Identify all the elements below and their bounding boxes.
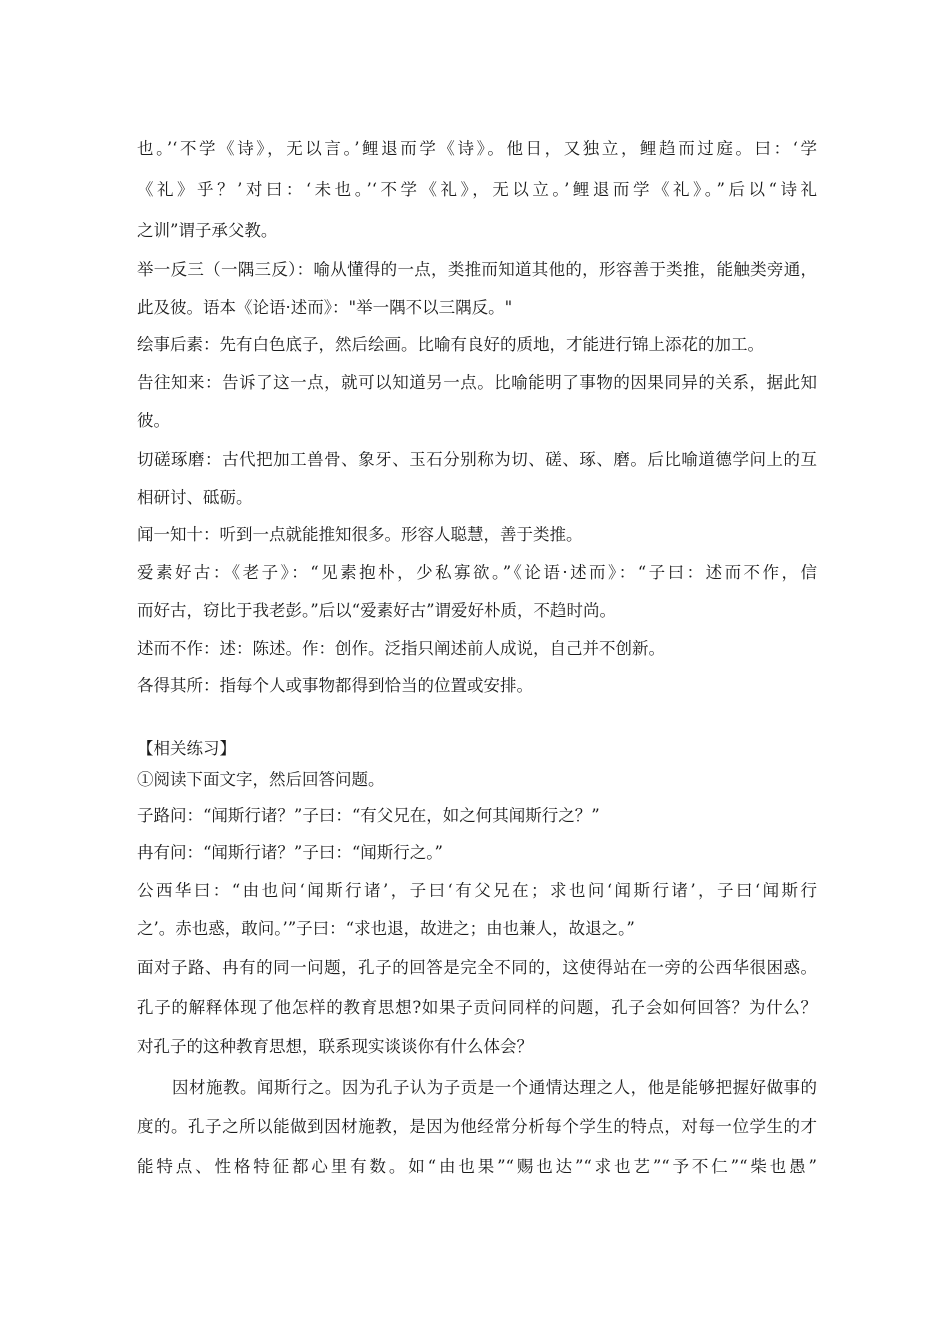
text-line: 也。’‘不学《诗》，无以言。’鲤退而学《诗》。他日，又独立，鲤趋而过庭。曰：‘学 <box>137 139 817 158</box>
answer-line: 能特点、性格特征都心里有数。如“由也果”“赐也达”“求也艺”“予不仁”“柴也愚” <box>137 1157 817 1176</box>
text-line: 而好古，窃比于我老彭。”后以“爱素好古”谓爱好朴质，不趋时尚。 <box>137 601 617 620</box>
text-line: 对孔子的这种教育思想，联系现实谈谈你有什么体会？ <box>137 1037 533 1056</box>
text-line: 之’。赤也惑，敢问。’”子曰：“求也退，故进之；由也兼人，故退之。” <box>137 919 635 938</box>
text-line: 切磋琢磨：古代把加工兽骨、象牙、玉石分别称为切、磋、琢、磨。后比喻道德学问上的互 <box>137 450 817 469</box>
text-line: 孔子的解释体现了他怎样的教育思想?如果子贡问同样的问题，孔子会如何回答？为什么？ <box>137 998 817 1017</box>
text-line: 举一反三（一隅三反）：喻从懂得的一点，类推而知道其他的，形容善于类推，能触类旁通， <box>137 260 817 279</box>
answer-line: 度的。孔子之所以能做到因材施教，是因为他经常分析每个学生的特点，对每一位学生的才 <box>137 1117 817 1136</box>
text-line: 此及彼。语本《论语·述而》："举一隅不以三隅反。" <box>137 298 513 317</box>
text-line: 子路问：“闻斯行诸？”子曰：“有父兄在，如之何其闻斯行之？” <box>137 806 600 825</box>
text-line: 冉有问：“闻斯行诸？”子曰：“闻斯行之。” <box>137 843 443 862</box>
text-line: 闻一知十：听到一点就能推知很多。形容人聪慧，善于类推。 <box>137 525 583 544</box>
text-line: 述而不作：述：陈述。作：创作。泛指只阐述前人成说，自己并不创新。 <box>137 639 665 658</box>
text-line: 爱素好古：《老子》：“见素抱朴，少私寡欲。”《论语·述而》：“子曰：述而不作，信 <box>137 563 817 582</box>
text-line: 《礼》乎？’对曰：‘未也。’‘不学《礼》，无以立。’鲤退而学《礼》。”后以“诗礼 <box>137 180 817 199</box>
text-line: 各得其所：指每个人或事物都得到恰当的位置或安排。 <box>137 676 533 695</box>
text-line: 公西华曰：“由也问‘闻斯行诸’，子曰‘有父兄在；求也问‘闻斯行诸’，子曰‘闻斯行 <box>137 881 817 900</box>
answer-line: 因材施教。闻斯行之。因为孔子认为子贡是一个通情达理之人，他是能够把握好做事的 <box>172 1078 817 1097</box>
text-line: 之训”谓子承父教。 <box>137 221 278 240</box>
text-line: 彼。 <box>137 411 170 430</box>
text-line: 告往知来：告诉了这一点，就可以知道另一点。比喻能明了事物的因果同异的关系，据此知 <box>137 373 817 392</box>
text-line: 相研讨、砥砺。 <box>137 488 253 507</box>
section-heading: 【相关练习】 <box>137 739 236 758</box>
text-line: 绘事后素：先有白色底子，然后绘画。比喻有良好的质地，才能进行锦上添花的加工。 <box>137 335 764 354</box>
text-line: 面对子路、冉有的同一问题，孔子的回答是完全不同的，这使得站在一旁的公西华很困惑。 <box>137 958 817 977</box>
question-number: ①阅读下面文字，然后回答问题。 <box>137 770 385 789</box>
